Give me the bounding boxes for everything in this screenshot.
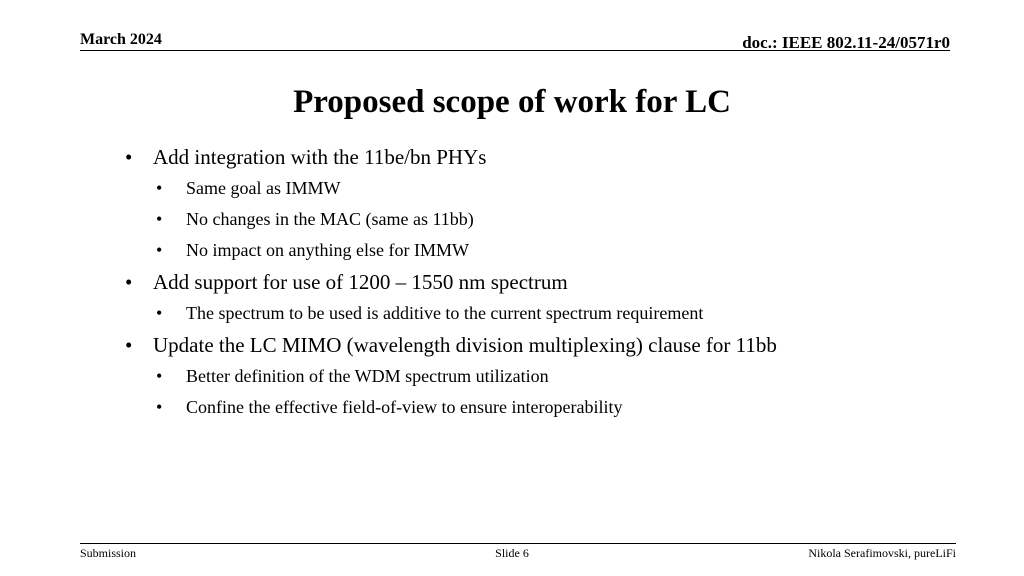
bullet-text: Add support for use of 1200 – 1550 nm spectrum (153, 270, 568, 294)
sub-bullet-text: Same goal as IMMW (186, 178, 341, 198)
sub-bullet-item (122, 298, 982, 329)
sub-bullet-item (122, 235, 982, 266)
sub-bullet-text: Confine the effective field-of-view to ensure interoperability (186, 397, 623, 417)
sub-bullet-item (122, 173, 982, 204)
footer-author: Nikola Serafimovski, pureLiFi (808, 546, 956, 560)
header-date: March 2024 (80, 31, 162, 48)
slide-title: Proposed scope of work for LC (293, 84, 731, 120)
bullet-marker: • (156, 209, 163, 229)
footer-slide-number: Slide 6 (495, 546, 529, 560)
bullet-list (122, 141, 982, 423)
bullet-marker: • (156, 303, 163, 323)
bullet-marker: • (125, 145, 133, 169)
sub-bullet-item (122, 361, 982, 392)
sub-bullet-text: No impact on anything else for IMMW (186, 240, 469, 260)
bullet-marker: • (156, 397, 163, 417)
sub-bullet-item (122, 204, 982, 235)
bullet-text: Add integration with the 11be/bn PHYs (153, 145, 487, 169)
sub-bullet-item (122, 392, 982, 423)
bullet-marker: • (156, 366, 163, 386)
bullet-marker: • (125, 270, 133, 294)
sub-bullet-text: The spectrum to be used is additive to the current spectrum requirement (186, 303, 704, 323)
sub-bullet-text: No changes in the MAC (same as 11bb) (186, 209, 474, 229)
footer-submission: Submission (80, 546, 137, 560)
bullet-text: Update the LC MIMO (wavelength division multiplexing) clause for 11bb (153, 333, 777, 357)
sub-bullet-text: Better definition of the WDM spectrum utilization (186, 366, 549, 386)
bullet-item (122, 266, 982, 298)
bullet-item (122, 141, 982, 173)
header-divider (80, 50, 950, 51)
bullet-marker: • (125, 333, 133, 357)
bullet-marker: • (156, 240, 163, 260)
header-doc-id: doc.: IEEE 802.11-24/0571r0 (742, 33, 950, 52)
bullet-marker: • (156, 178, 163, 198)
footer-divider (80, 543, 956, 544)
bullet-item (122, 329, 982, 361)
